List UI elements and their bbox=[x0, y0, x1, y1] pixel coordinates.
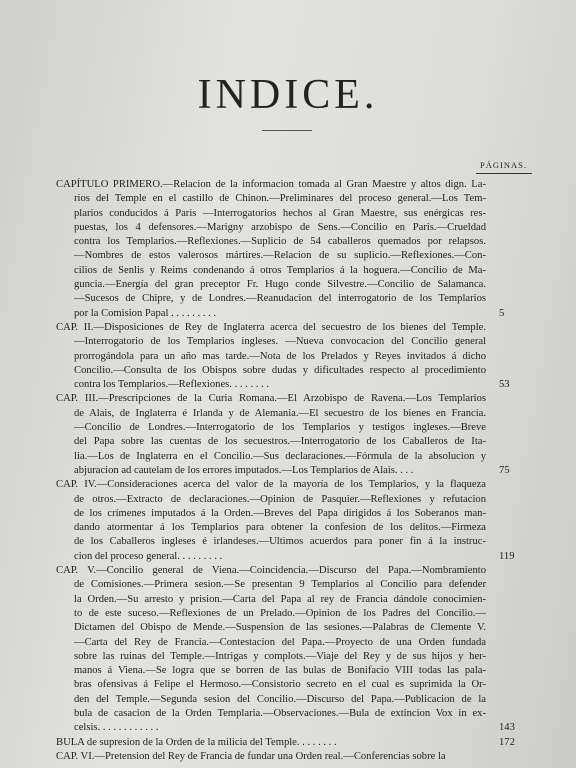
page-number: 5 bbox=[499, 307, 505, 319]
entry-heading-line: CAP. VI.—Pretension del Rey de Francia de fundar una Orden real.—Conferencias sobre la bbox=[56, 750, 446, 762]
page-number: 53 bbox=[499, 379, 510, 391]
paginas-label: PÁGINAS. bbox=[480, 160, 527, 170]
entry-text-line: guncia.—Energía del gran preceptor Fr. Hugo conde Silvestre.—Concilio de Salamanca. bbox=[74, 279, 486, 291]
entry-text-line: puestas, los 4 defensores.—Marigny arzobispo de Sens.—Concilio en Paris.—Crueldad bbox=[74, 221, 486, 233]
entry-text-line: —Concilio de Londres.—Interrogatorio de los Templarios y testigos ingleses.—Breve bbox=[74, 422, 486, 434]
entry-text-line: manos á Viena.—Se logra que se borren de las bulas de Bonifacio VIII todas las pala- bbox=[74, 665, 486, 677]
entry-text-line: to de este suceso.—Reflexiones de un Prelado.—Opinion de los Padres del Concilio.— bbox=[74, 607, 486, 619]
entry-heading-line: CAP. IV.—Consideraciones acerca del valor de la mayoría de los Templarios, y la flaqueza bbox=[56, 479, 486, 491]
entry-text-line: lia.—Los de Inglaterra en el Concilio.—Sus declaraciones.—Fórmula de la absolucion y bbox=[74, 450, 486, 462]
entry-text-line: por la Comision Papal . . . . . . . . . bbox=[74, 307, 217, 319]
entry-heading-line: BULA de supresion de la Orden de la milicia del Temple. . . . . . . . bbox=[56, 736, 337, 748]
entry-text-line: rios del Temple en el castillo de Chinon.—Preliminares del proceso general.—Los Tem- bbox=[74, 193, 486, 205]
entry-text-line: de Alais, de Inglaterra é Irlanda y de Alemania.—El secuestro de los bienes en Francia. bbox=[74, 407, 486, 419]
entry-text-line: prorrogándola para un año mas tarde.—Nota de los Prelados y Reyes invitados á dicho bbox=[74, 350, 486, 362]
entry-text-line: la Orden.—Su arresto y prision.—Carta del Papa al rey de Francia dándole conocimien- bbox=[74, 593, 486, 605]
entry-text-line: —Interrogatorio de los Templarios ingleses. —Nueva convocacion del Concilio general bbox=[74, 336, 486, 348]
entry-text-line: de otros.—Extracto de declaraciones.—Opinion de Pasquier.—Reflexiones y refutacion bbox=[74, 493, 486, 505]
entry-text-line: Dictamen del Obispo de Mende.—Suspension de las sesiones.—Palabras de Clemente V. bbox=[74, 622, 486, 634]
index-entry bbox=[56, 564, 515, 736]
entry-text-line: plarios conducidos á Paris —Interrogatorios hechos al Gran Maestre, sus enérgicas res- bbox=[74, 207, 486, 219]
index-entry bbox=[56, 736, 515, 750]
entry-heading-line: CAP. III.—Prescripciones de la Curia Romana.—El Arzobispo de Ravena.—Los Templarios bbox=[56, 393, 486, 405]
entry-text-line: cion del proceso general. . . . . . . . . bbox=[74, 550, 223, 562]
entry-text-line: Concilio.—Consulta de los Obispos sobre dudas y dificultades respecto al procedimiento bbox=[74, 364, 486, 376]
entry-heading-line: CAP. II.—Disposiciones de Rey de Inglaterra acerca del secuestro de los bienes del Temple. bbox=[56, 321, 486, 333]
entry-text-line: de Comisiones.—Primera sesion.—Se presentan 9 Templarios al Concilio para defender bbox=[74, 579, 486, 591]
page-number: 75 bbox=[499, 464, 510, 476]
entry-text-line: sobre las ruinas del Temple.—Intrigas y complots.—Viaje del Rey y de sus hijos y her- bbox=[74, 650, 486, 662]
entry-heading-line: CAPÍTULO PRIMERO.—Relacion de la informacion tomada al Gran Maestre y altos dign. La- bbox=[56, 179, 486, 190]
entry-text-line: —Carta del Rey de Francia.—Contestacion del Papa.—Proyecto de una Orden fundada bbox=[74, 636, 486, 648]
page-number: 119 bbox=[499, 550, 515, 562]
index-entries bbox=[56, 178, 515, 764]
index-entry bbox=[56, 478, 515, 564]
title-rule bbox=[262, 130, 312, 131]
entry-text-line: de los Caballeros ingleses é irlandeses.—Ultimos acuerdos para poner fin á la instruc- bbox=[74, 536, 486, 548]
index-entry bbox=[56, 321, 510, 392]
index-entry bbox=[56, 178, 505, 321]
page-number: 172 bbox=[499, 736, 515, 748]
entry-text-line: —Nombres de estos valerosos mártires.—Relacion de su suplicio.—Reflexiones.—Con- bbox=[74, 250, 486, 262]
entry-text-line: celsis. . . . . . . . . . . . bbox=[74, 722, 159, 734]
page-title: INDICE. bbox=[197, 72, 379, 118]
entry-text-line: den del Temple.—Segunda sesion del Concilio.—Discurso del Papa.—Publicacion de la bbox=[74, 693, 486, 705]
paginas-rule bbox=[476, 173, 532, 174]
entry-text-line: bula de casacion de la Orden Templaria.—Observaciones.—Bula de extincion Vox in ex- bbox=[74, 707, 486, 719]
index-entry bbox=[56, 392, 510, 478]
index-entry bbox=[56, 750, 486, 764]
entry-text-line: contra los Templarios.—Reflexiones.—Suplicio de 54 caballeros quemados por relapsos. bbox=[74, 236, 486, 248]
entry-text-line: de los crímenes imputados á la Orden.—Breves del Papa dirigidos á los Soberanos man- bbox=[74, 507, 486, 519]
entry-text-line: abjuracion ad cautelam de los errores imputados.—Los Templarios de Alais. . . . bbox=[74, 464, 414, 476]
entry-text-line: bras ofensivas á Felipe el Hermoso.—Consistorio secreto en el cual es suprimida la Or- bbox=[74, 679, 486, 691]
entry-text-line: del Papa sobre las cuentas de los secuestros.—Interrogatorio de los Caballeros de Ita- bbox=[74, 436, 486, 448]
entry-heading-line: CAP. V.—Concilio general de Viena.—Coincidencia.—Discurso del Papa.—Nombramiento bbox=[56, 565, 486, 577]
page-number: 143 bbox=[499, 722, 515, 734]
entry-text-line: contra los Templarios.—Reflexiones. . . . . . . . bbox=[74, 379, 270, 391]
entry-text-line: —Sucesos de Chipre, y de Londres.—Reanudacion del interrogatorio de los Templarios bbox=[74, 293, 486, 305]
entry-text-line: dando atormentar á los Templarios para obtener la confesion de los delitos.—Firmeza bbox=[74, 522, 486, 534]
entry-text-line: cilios de Senlis y Reims condenando á otros Templarios á la hoguera.—Concilio de Ma- bbox=[74, 264, 486, 276]
